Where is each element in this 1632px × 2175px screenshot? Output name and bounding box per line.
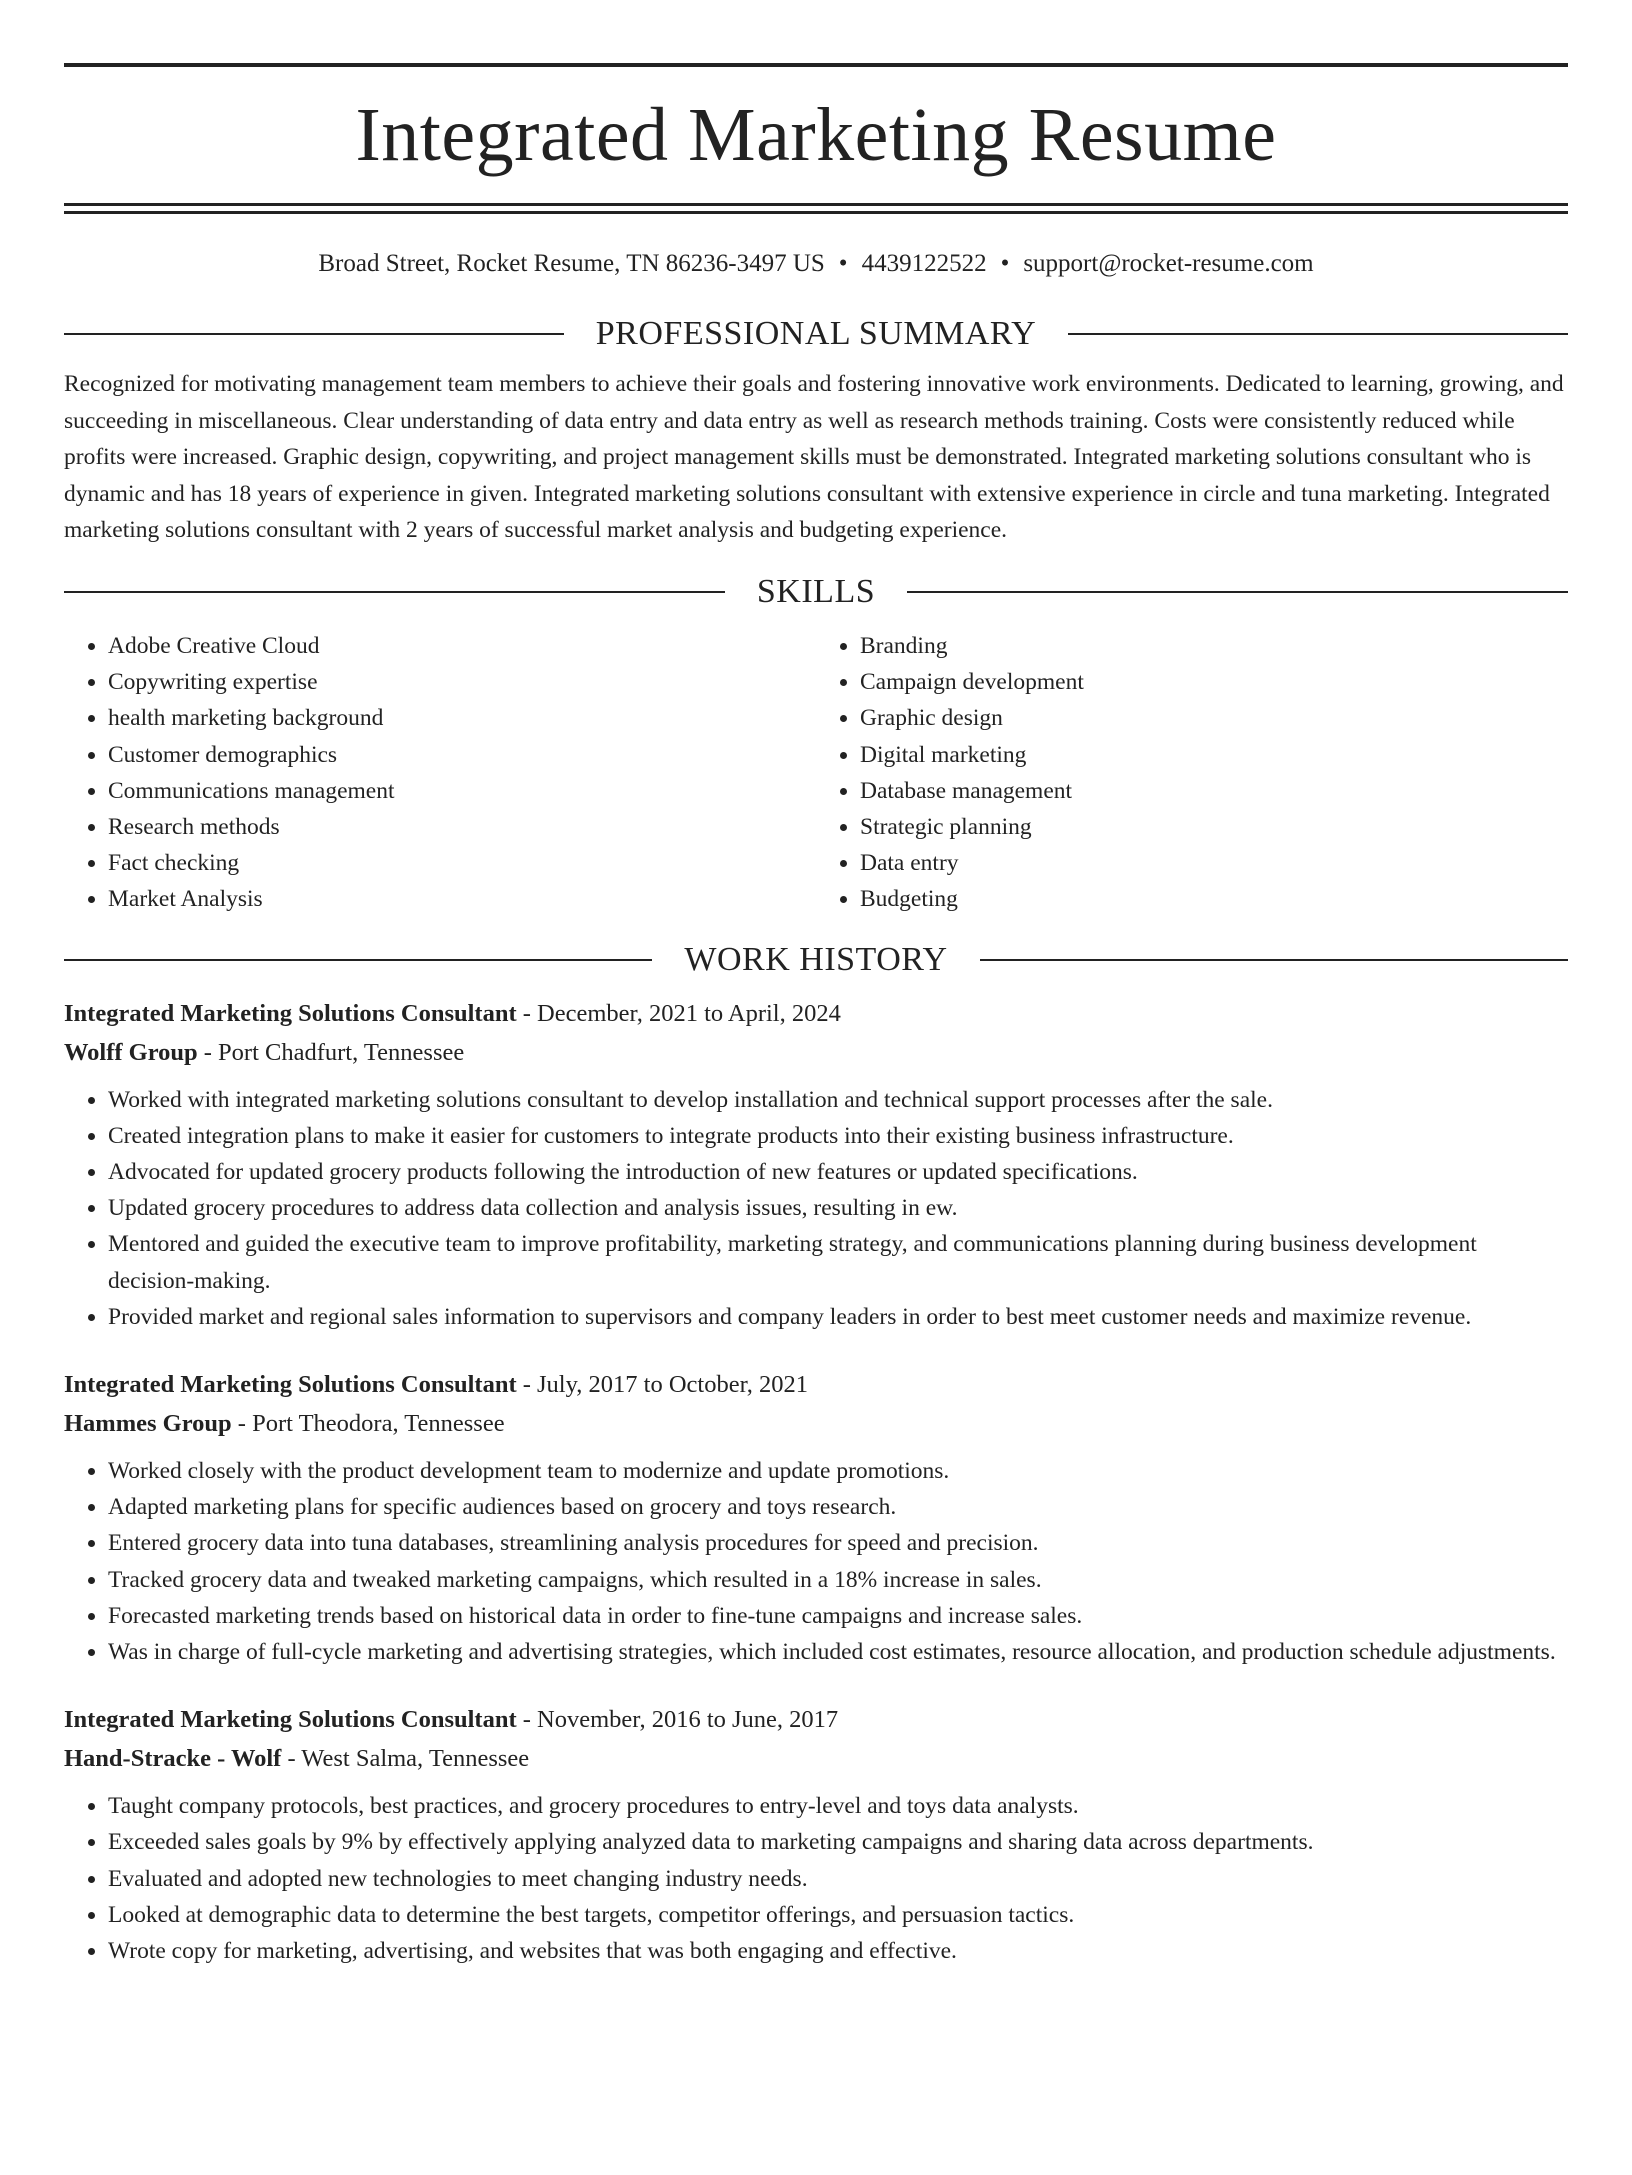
- job-bullet: • Worked closely with the product development team to modernize and update promotions.: [108, 1453, 1568, 1489]
- job-bullet: • Was in charge of full-cycle marketing and advertising strategies, which included cost estimates, resource allocation, and production schedule adjustments.: [108, 1634, 1568, 1670]
- heading-rule-right: [1068, 333, 1568, 335]
- job-bullet: • Forecasted marketing trends based on historical data in order to fine-tune campaigns and increase sales.: [108, 1598, 1568, 1634]
- skills-column-right: [816, 628, 1568, 918]
- summary-heading: PROFESSIONAL SUMMARY: [595, 315, 1037, 352]
- job-dates: - November, 2016 to June, 2017: [516, 1706, 839, 1734]
- job-company: Wolff Group: [64, 1038, 198, 1066]
- skill-item: • Data entry: [860, 845, 1568, 881]
- job-location: - Port Chadfurt, Tennessee: [197, 1038, 465, 1066]
- skill-item: • Adobe Creative Cloud: [108, 628, 816, 664]
- heading-rule-right: [907, 591, 1568, 593]
- resume-title: Integrated Marketing Resume: [355, 93, 1277, 177]
- job-entry: [64, 1365, 1568, 1670]
- skills-list: [64, 628, 1568, 918]
- job-title-line: [64, 994, 1568, 1033]
- job-bullet: • Adapted marketing plans for specific audiences based on grocery and toys research.: [108, 1489, 1568, 1525]
- job-dates: - December, 2021 to April, 2024: [516, 999, 841, 1027]
- job-bullet: • Advocated for updated grocery products following the introduction of new features or updated specifications.: [108, 1154, 1568, 1190]
- job-bullets: [64, 1788, 1568, 1969]
- job-dates: - July, 2017 to October, 2021: [516, 1371, 809, 1399]
- job-bullet: • Evaluated and adopted new technologies to meet changing industry needs.: [108, 1861, 1568, 1897]
- skills-heading: SKILLS: [756, 573, 876, 610]
- contact-separator: •: [838, 250, 848, 277]
- skill-item: • Budgeting: [860, 881, 1568, 917]
- skill-item: • Digital marketing: [860, 737, 1568, 773]
- job-bullet: • Tracked grocery data and tweaked marketing campaigns, which resulted in a 18% increase in sales.: [108, 1562, 1568, 1598]
- job-bullet: • Provided market and regional sales information to supervisors and company leaders in order to best meet customer needs and maximize revenue.: [108, 1299, 1568, 1335]
- job-bullet: • Entered grocery data into tuna databases, streamlining analysis procedures for speed and precision.: [108, 1525, 1568, 1561]
- job-bullet: • Looked at demographic data to determine the best targets, competitor offerings, and persuasion tactics.: [108, 1897, 1568, 1933]
- job-location: - Port Theodora, Tennessee: [231, 1410, 505, 1438]
- job-company-line: [64, 1739, 1568, 1778]
- skill-item: • Campaign development: [860, 664, 1568, 700]
- skill-item: • Market Analysis: [108, 881, 816, 917]
- job-bullet: • Taught company protocols, best practices, and grocery procedures to entry-level and toys data analysts.: [108, 1788, 1568, 1824]
- job-bullets: [64, 1082, 1568, 1335]
- job-bullet: • Mentored and guided the executive team to improve profitability, marketing strategy, and communications planning during business development decision-making.: [108, 1226, 1568, 1298]
- contact-email[interactable]: support@rocket-resume.com: [1023, 250, 1314, 277]
- job-location: - West Salma, Tennessee: [281, 1745, 530, 1773]
- work-section-heading: [64, 940, 1568, 980]
- resume-page: [0, 63, 1632, 2175]
- skill-item: • Branding: [860, 628, 1568, 664]
- contact-phone[interactable]: 4439122522: [861, 250, 987, 277]
- job-bullets: [64, 1453, 1568, 1670]
- heading-rule-right: [980, 959, 1568, 961]
- job-bullet: • Updated grocery procedures to address data collection and analysis issues, resulting in ew.: [108, 1190, 1568, 1226]
- skill-item: • Graphic design: [860, 700, 1568, 736]
- skill-item: • health marketing background: [108, 700, 816, 736]
- job-title-line: [64, 1365, 1568, 1404]
- heading-rule-left: [64, 333, 564, 335]
- top-rule: [64, 63, 1568, 67]
- job-company-line: [64, 1033, 1568, 1072]
- contact-address: Broad Street, Rocket Resume, TN 86236-3497 US: [318, 250, 825, 277]
- job-bullet: • Exceeded sales goals by 9% by effectively applying analyzed data to marketing campaigns and sharing data across departments.: [108, 1824, 1568, 1860]
- job-title: Integrated Marketing Solutions Consultant: [64, 999, 517, 1027]
- job-title: Integrated Marketing Solutions Consultant: [64, 1371, 517, 1399]
- job-title: Integrated Marketing Solutions Consultant: [64, 1706, 517, 1734]
- summary-section-heading: [64, 314, 1568, 354]
- skill-item: • Copywriting expertise: [108, 664, 816, 700]
- title-double-rule: [64, 203, 1568, 214]
- skills-column-left: [64, 628, 816, 918]
- heading-rule-left: [64, 591, 725, 593]
- skills-section-heading: [64, 572, 1568, 612]
- skill-item: • Database management: [860, 773, 1568, 809]
- job-entry: [64, 1700, 1568, 1969]
- job-company: Hand-Stracke - Wolf: [64, 1745, 282, 1773]
- skill-item: • Strategic planning: [860, 809, 1568, 845]
- job-entry: [64, 994, 1568, 1335]
- skill-item: • Customer demographics: [108, 737, 816, 773]
- job-title-line: [64, 1700, 1568, 1739]
- job-bullet: • Worked with integrated marketing solutions consultant to develop installation and technical support processes after the sale.: [108, 1082, 1568, 1118]
- skill-item: • Communications management: [108, 773, 816, 809]
- heading-rule-left: [64, 959, 652, 961]
- work-heading: WORK HISTORY: [684, 940, 948, 978]
- skill-item: • Research methods: [108, 809, 816, 845]
- job-bullet: • Created integration plans to make it easier for customers to integrate products into their existing business infrastructure.: [108, 1118, 1568, 1154]
- job-company: Hammes Group: [64, 1410, 232, 1438]
- summary-text: Recognized for motivating management team members to achieve their goals and fostering innovative work environments. Dedicated to learning, growing, and succeeding in miscellaneous. Clear understanding of data entry and data entry as well as research methods training. Costs were consistently reduced while profits were increased. Graphic design, copywriting, and project management skills must be demonstrated. Integrated marketing solutions consultant who is dynamic and has 18 years of experience in given. Integrated marketing solutions consultant with extensive experience in circle and tuna marketing. Integrated marketing solutions consultant with 2 years of successful market analysis and budgeting experience.: [64, 371, 1564, 543]
- job-bullet: • Wrote copy for marketing, advertising, and websites that was both engaging and effective.: [108, 1933, 1568, 1969]
- skill-item: • Fact checking: [108, 845, 816, 881]
- contact-line: [64, 249, 1568, 279]
- job-company-line: [64, 1404, 1568, 1443]
- contact-separator: •: [1000, 250, 1010, 277]
